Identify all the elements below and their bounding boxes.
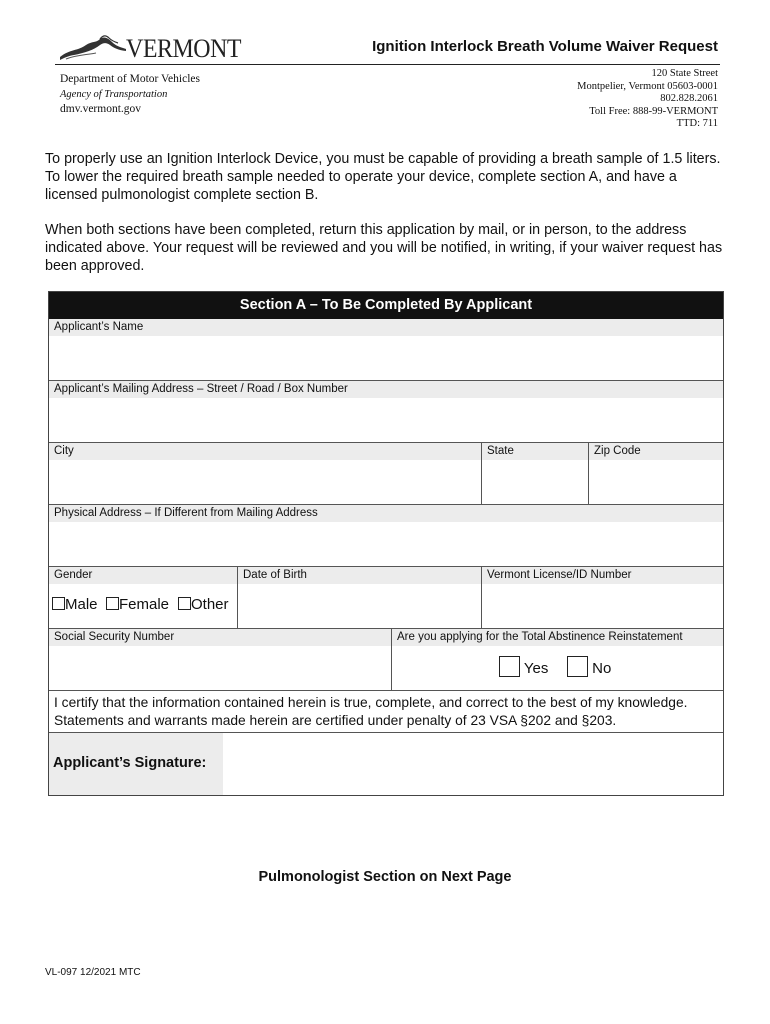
city-label: City [49, 443, 481, 460]
row-divider [49, 690, 723, 691]
mailing-address-field[interactable] [49, 398, 723, 442]
male-label: Male [65, 596, 98, 613]
ssn-label: Social Security Number [49, 629, 391, 646]
name-field[interactable] [49, 336, 723, 380]
ttd-line: TTD: 711 [676, 118, 718, 130]
zip-field[interactable] [589, 460, 723, 504]
female-label: Female [119, 596, 170, 613]
column-divider [481, 443, 482, 504]
next-page-note: Pulmonologist Section on Next Page [258, 869, 512, 885]
form-footer-code: VL-097 12/2021 MTC [45, 967, 141, 978]
state-field[interactable] [482, 460, 588, 504]
department-name: Department of Motor Vehicles [60, 73, 200, 85]
abstinence-no-option[interactable] [567, 656, 611, 677]
other-checkbox[interactable] [178, 597, 191, 610]
dob-label: Date of Birth [238, 567, 481, 584]
male-checkbox[interactable] [52, 597, 65, 610]
phone-line: 802.828.2061 [660, 93, 718, 105]
header-divider [55, 64, 720, 65]
abstinence-label: Are you applying for the Total Abstinence Reinstatement [392, 629, 723, 646]
form-title: Ignition Interlock Breath Volume Waiver Request [372, 38, 718, 55]
address-line: 120 State Street [651, 68, 718, 79]
section-a-table [48, 291, 724, 796]
address-line: Montpelier, Vermont 05603-0001 [577, 80, 718, 92]
agency-name: Agency of Transportation [60, 89, 168, 100]
signature-field[interactable] [224, 733, 723, 795]
no-checkbox[interactable] [567, 656, 588, 677]
female-checkbox[interactable] [106, 597, 119, 610]
yes-checkbox[interactable] [499, 656, 520, 677]
mailing-address-label: Applicant’s Mailing Address – Street / Road / Box Number [49, 381, 723, 398]
physical-address-label: Physical Address – If Different from Mailing Address [49, 505, 723, 522]
instructions-paragraph: When both sections have been completed, return this application by mail, or in person, to the address indicated above. Your request will be reviewed and you will be notified, in writing, if your waiver request has been approved. [45, 222, 723, 274]
physical-address-field[interactable] [49, 522, 723, 566]
license-label: Vermont License/ID Number [482, 567, 723, 584]
gender-label: Gender [49, 567, 237, 584]
ssn-field[interactable] [49, 646, 391, 690]
dob-field[interactable] [238, 584, 481, 628]
zip-label: Zip Code [589, 443, 723, 460]
gender-option-other[interactable] [178, 596, 229, 613]
logo-wordmark: VERMONT [126, 34, 242, 63]
name-label: Applicant’s Name [49, 319, 723, 336]
website-link[interactable]: dmv.vermont.gov [60, 103, 142, 115]
no-label: No [592, 660, 612, 677]
abstinence-yes-option[interactable] [499, 656, 548, 677]
address-block [577, 68, 718, 131]
signature-label-cell [49, 733, 223, 795]
license-field[interactable] [482, 584, 723, 628]
column-divider [391, 629, 392, 690]
other-label: Other [191, 596, 229, 613]
column-divider [588, 443, 589, 504]
signature-label: Applicant’s Signature: [53, 755, 207, 771]
intro-paragraph: To properly use an Ignition Interlock Device, you must be capable of providing a breath sample of 1.5 liters. To lower the required breath sample needed to operate your device, complete section A, and have a licensed pulmonologist complete section B. [45, 151, 721, 203]
mountain-logo-icon [60, 33, 130, 61]
vermont-logo [60, 33, 240, 61]
section-a-header: Section A – To Be Completed By Applicant [49, 292, 723, 319]
state-label: State [482, 443, 588, 460]
certification-text: I certify that the information contained herein is true, complete, and correct to the best of my knowledge. Statements and warrants made herein are certified under penalty of 23 VSA §202 and §203. [54, 695, 688, 728]
department-block [60, 72, 200, 117]
gender-option-male[interactable] [52, 596, 98, 613]
gender-option-female[interactable] [106, 596, 169, 613]
city-field[interactable] [49, 460, 481, 504]
toll-free-line: Toll Free: 888-99-VERMONT [589, 105, 718, 117]
yes-label: Yes [523, 660, 549, 677]
